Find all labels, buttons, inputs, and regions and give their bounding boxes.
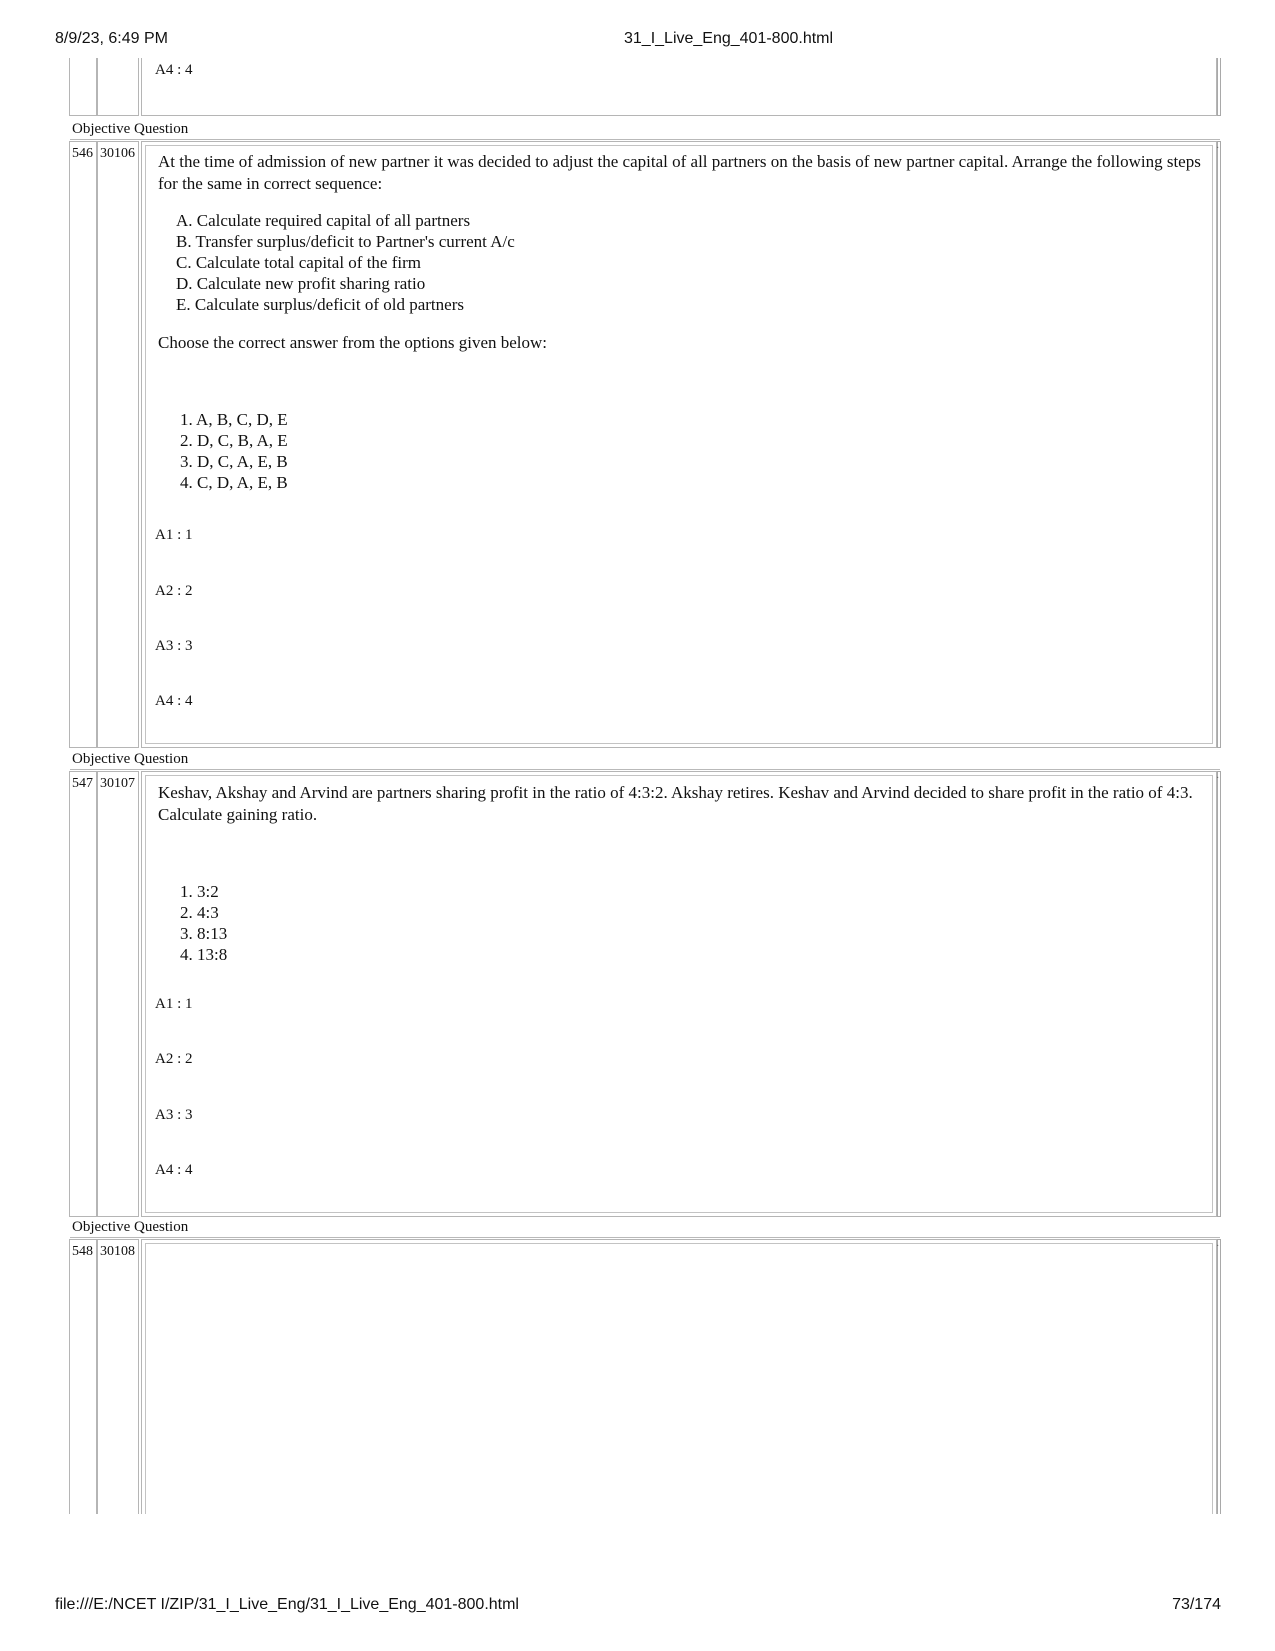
question-content-cell: [141, 771, 1220, 1217]
answer-label: A4 : 4: [155, 62, 193, 78]
edge-marker: ·: [1216, 143, 1220, 154]
edge-marker: ·: [1216, 773, 1220, 784]
question-id-cell: [97, 141, 139, 748]
question-id-cell: [97, 1239, 139, 1514]
question-content-frame: [145, 1243, 1213, 1514]
answer-label: A2 : 2: [155, 583, 193, 599]
question-number: 547: [72, 776, 93, 791]
question-type-label: Objective Question: [72, 121, 189, 137]
question-content-frame: [145, 775, 1213, 1213]
step-item: D. Calculate new profit sharing ratio: [176, 274, 426, 293]
question-stem: Keshav, Akshay and Arvind are partners sharing profit in the ratio of 4:3:2. Akshay retires. Keshav and Arvind decided to share profit in the ratio of 4:3. Calculate gaining ratio.: [158, 783, 1193, 824]
edge-marker: ·: [1216, 1241, 1220, 1252]
answer-label: A1 : 1: [155, 996, 193, 1012]
question-number-cell: [69, 1239, 97, 1514]
question-id: 30108: [100, 1244, 135, 1259]
question-id: 30107: [100, 776, 135, 791]
option-item: 2. D, C, B, A, E: [180, 431, 288, 450]
row-divider: [70, 769, 1220, 770]
print-file-path: file:///E:/NCET I/ZIP/31_I_Live_Eng/31_I_Live_Eng_401-800.html: [55, 1596, 519, 1613]
answer-label: A4 : 4: [155, 693, 193, 709]
question-id: 30106: [100, 146, 135, 161]
option-item: 4. 13:8: [180, 945, 228, 964]
question-stem: At the time of admission of new partner it was decided to adjust the capital of all partners on the basis of new partner capital. Arrange the following steps for the same in correct sequence:: [158, 152, 1201, 193]
step-item: E. Calculate surplus/deficit of old partners: [176, 295, 464, 314]
step-item: C. Calculate total capital of the firm: [176, 253, 421, 272]
question-number-cell: [69, 141, 97, 748]
option-item: 1. 3:2: [180, 882, 219, 901]
question-type-label: Objective Question: [72, 1219, 189, 1235]
question-id-cell: [97, 771, 139, 1217]
print-page-number: 73/174: [1172, 1596, 1221, 1613]
prev-number-cell: [69, 58, 97, 116]
option-item: 2. 4:3: [180, 903, 219, 922]
option-item: 4. C, D, A, E, B: [180, 473, 288, 492]
right-edge-bar: [1217, 771, 1221, 1217]
prev-id-cell: [97, 58, 139, 116]
question-type-label: Objective Question: [72, 751, 189, 767]
question-number: 548: [72, 1244, 93, 1259]
answer-label: A2 : 2: [155, 1051, 193, 1067]
row-divider: [70, 1237, 1220, 1238]
answer-label: A1 : 1: [155, 527, 193, 543]
step-item: B. Transfer surplus/deficit to Partner's current A/c: [176, 232, 515, 251]
question-content-cell: [141, 1239, 1220, 1514]
question-number: 546: [72, 146, 93, 161]
print-title: 31_I_Live_Eng_401-800.html: [624, 30, 834, 47]
prev-content-cell: [141, 58, 1217, 116]
row-divider: [70, 139, 1220, 140]
question-number-cell: [69, 771, 97, 1217]
answer-label: A3 : 3: [155, 638, 193, 654]
option-item: 1. A, B, C, D, E: [180, 410, 288, 429]
step-item: A. Calculate required capital of all partners: [176, 211, 471, 230]
print-datetime: 8/9/23, 6:49 PM: [55, 30, 168, 47]
right-edge-bar: [1217, 141, 1221, 748]
answer-label: A3 : 3: [155, 1107, 193, 1123]
option-item: 3. 8:13: [180, 924, 228, 943]
option-item: 3. D, C, A, E, B: [180, 452, 288, 471]
right-edge-bar: [1217, 58, 1221, 116]
right-edge-bar: [1217, 1239, 1221, 1514]
answer-label: A4 : 4: [155, 1162, 193, 1178]
question-instruction: Choose the correct answer from the options given below:: [158, 333, 548, 352]
